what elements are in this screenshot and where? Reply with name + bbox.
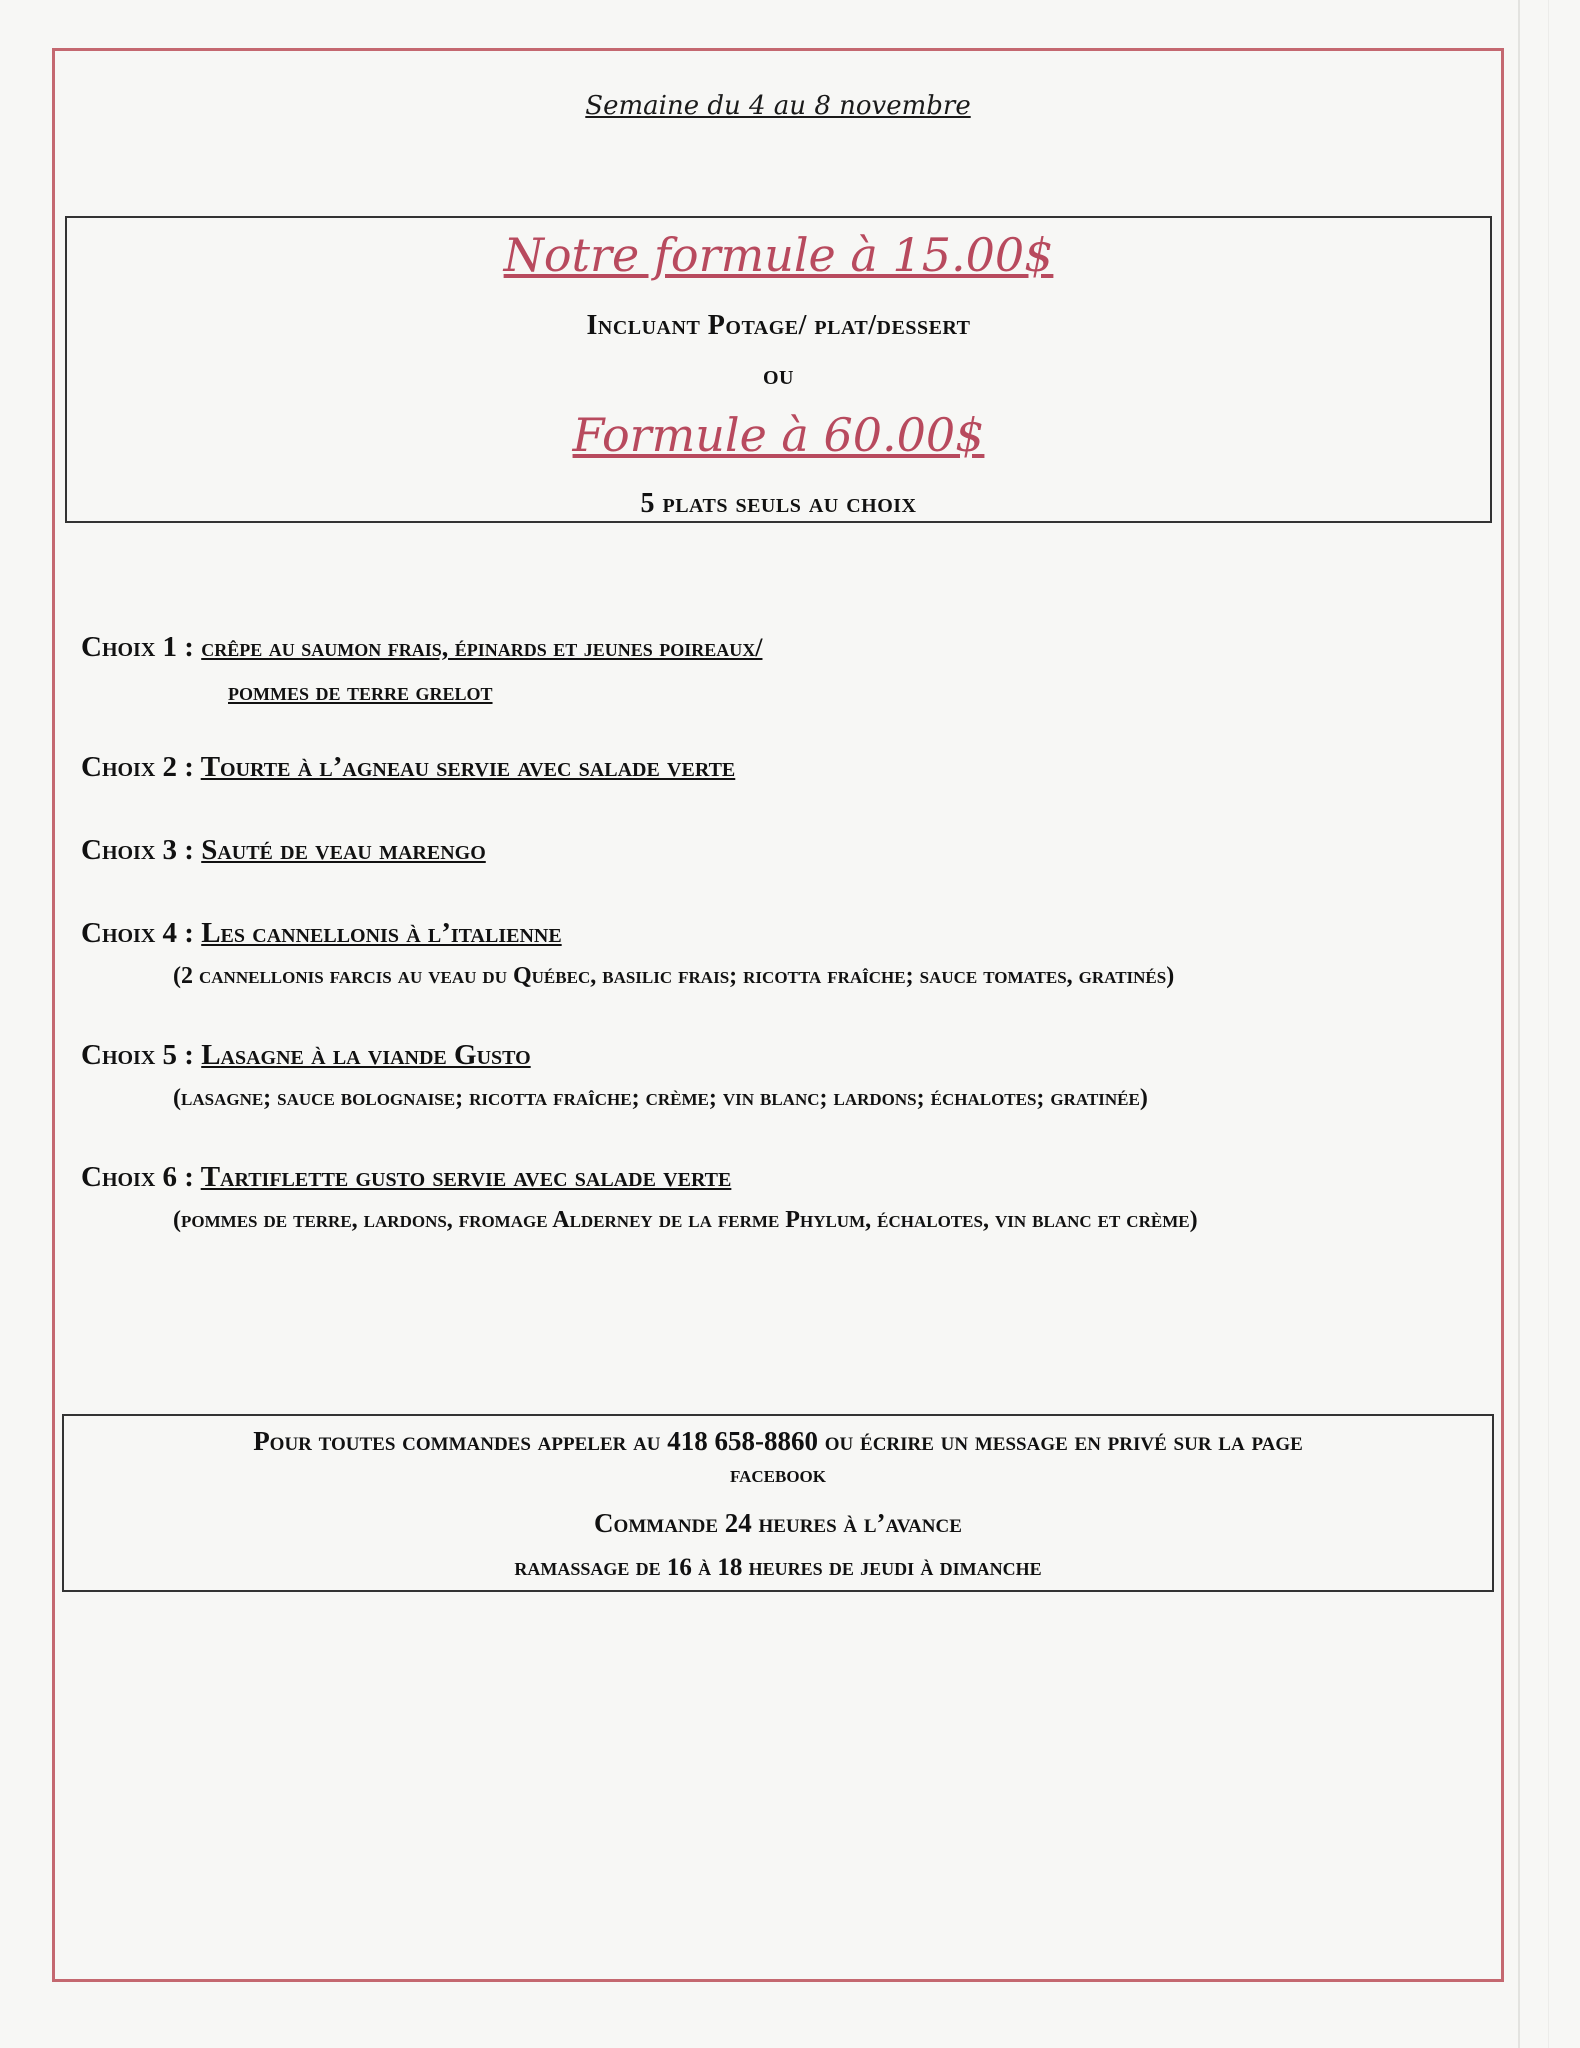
choice-label: Choix 5 : xyxy=(81,1039,194,1071)
choice-detail: (pommes de terre, lardons, fromage Alderney de la ferme Phylum, échalotes, vin blanc et crème) xyxy=(173,1207,1198,1233)
contact-line-3: Commande 24 heures à l’avance xyxy=(594,1508,962,1538)
choice-dish: Tartiflette gusto servie avec salade verte xyxy=(200,1161,732,1193)
choice-2 xyxy=(81,751,1481,784)
choice-dish: Lasagne à la viande Gusto xyxy=(201,1039,531,1071)
formula-includes: Incluant Potage/ plat/dessert xyxy=(586,310,971,341)
page-edge xyxy=(1518,0,1520,2048)
choice-label: Choix 4 : xyxy=(81,917,194,949)
page-edge-secondary xyxy=(1548,0,1549,2048)
formula-or: ou xyxy=(763,360,794,391)
contact-line-2: facebook xyxy=(729,1462,827,1488)
contact-line-1: Pour toutes commandes appeler au 418 658-8860 ou écrire un message en privé sur la page xyxy=(253,1426,1303,1456)
choice-dish: Les cannellonis à l’italienne xyxy=(201,917,562,949)
choice-dish: Sauté de veau marengo xyxy=(201,834,486,866)
choice-6 xyxy=(81,1161,1481,1233)
choice-detail: (lasagne; sauce bolognaise; ricotta fraîche; crème; vin blanc; lardons; échalotes; gratinée) xyxy=(173,1085,1148,1111)
menu-frame xyxy=(52,48,1504,1982)
choice-dish: crêpe au saumon frais, épinards et jeunes poireaux/ xyxy=(201,633,763,662)
formula-15-title: Notre formule à 15.00$ xyxy=(503,228,1054,282)
choice-detail: (2 cannellonis farcis au veau du Québec, basilic frais; ricotta fraîche; sauce tomates, gratinés) xyxy=(173,963,1175,989)
formula-plats: 5 plats seuls au choix xyxy=(640,488,917,519)
choice-5 xyxy=(81,1039,1481,1111)
choice-dish: Tourte à l’agneau servie avec salade verte xyxy=(200,751,736,783)
choice-label: Choix 3 : xyxy=(81,834,194,866)
week-heading: Semaine du 4 au 8 novembre xyxy=(585,91,971,121)
choice-label: Choix 6 : xyxy=(81,1161,194,1193)
contact-line-4: ramassage de 16 à 18 heures de jeudi à dimanche xyxy=(514,1554,1042,1581)
choice-4 xyxy=(81,917,1481,989)
choice-label: Choix 1 : xyxy=(81,631,194,663)
choice-1 xyxy=(81,631,1481,706)
contact-box xyxy=(62,1414,1494,1592)
formula-box xyxy=(65,216,1492,523)
choice-dish-line2: pommes de terre grelot xyxy=(228,677,493,706)
choice-3 xyxy=(81,834,1481,867)
choice-label: Choix 2 : xyxy=(81,751,194,783)
formula-60-title: Formule à 60.00$ xyxy=(572,408,985,462)
